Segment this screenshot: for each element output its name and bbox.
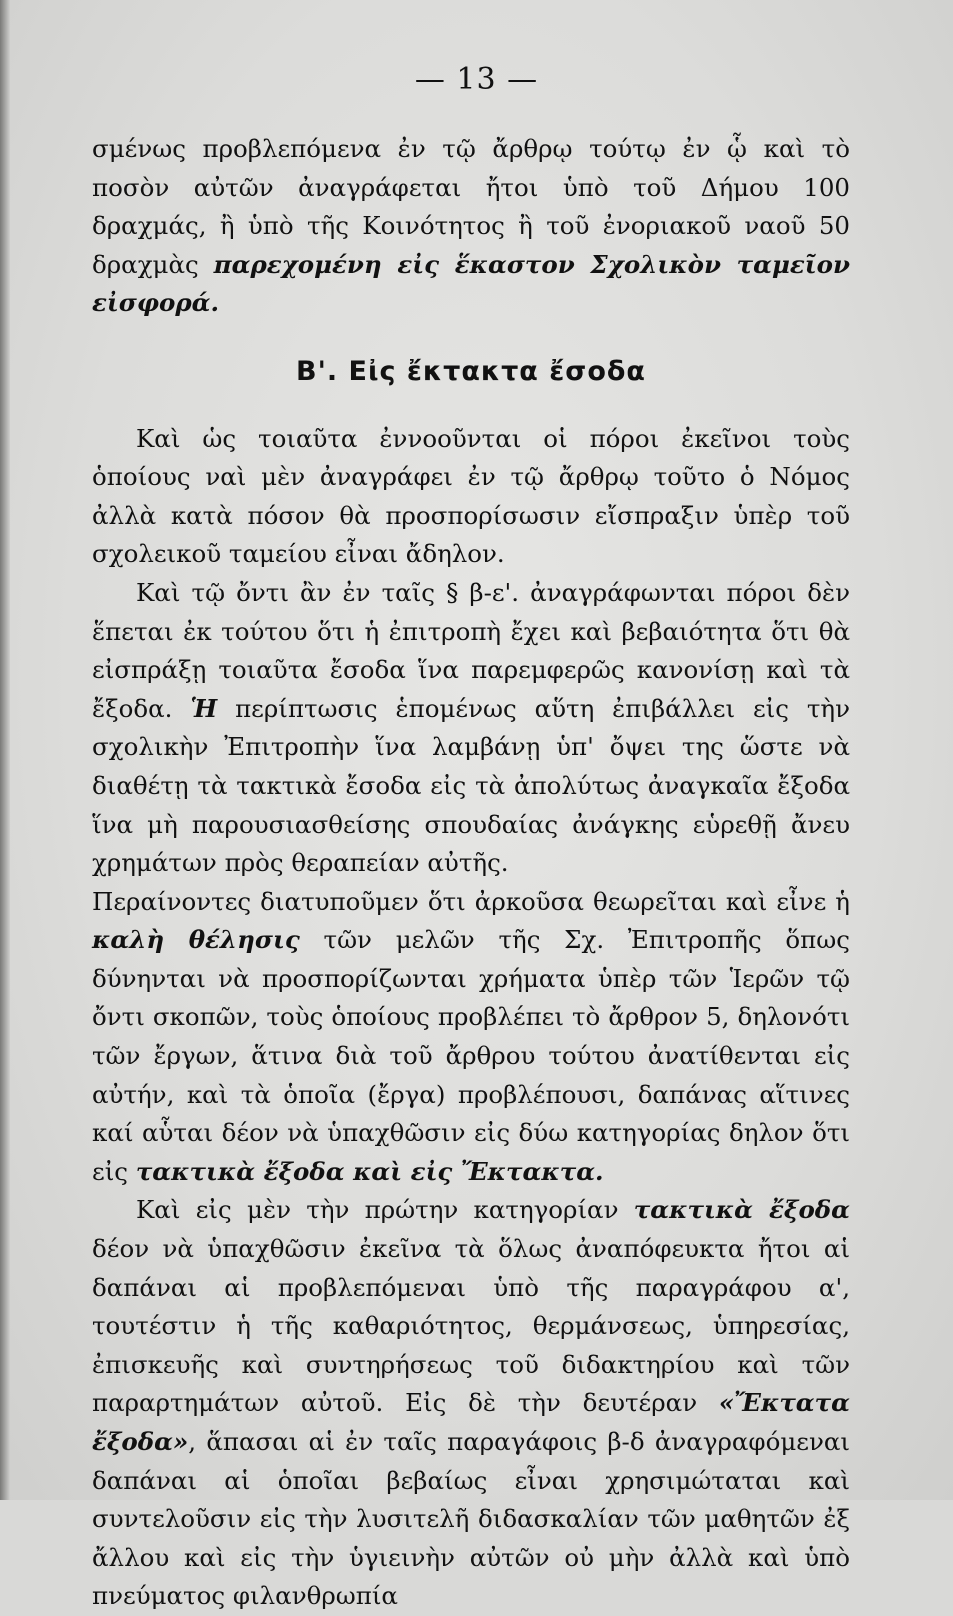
paragraph-3-text-a: Καὶ τῷ ὄντι ἂν ἐν ταῖς § β-ε'. ἀναγράφωνται πόροι δὲν ἕπεται ἐκ τούτου ὅτι ἡ ἐπιτροπὴ ἔχει καὶ βεβαιότητα ὅτι θὰ εἰσπράξῃ τοιαῦτα ἔσοδα ἵνα παρεμφερῶς κανονίσῃ καὶ τὰ ἔξοδα. bbox=[92, 577, 850, 723]
paragraph-5-emphasis-a: τακτικὰ ἔξοδα bbox=[633, 1195, 850, 1225]
page-edge-shadow bbox=[0, 0, 10, 1500]
paragraph-4-emphasis-a: καλὴ θέλησις bbox=[92, 925, 300, 955]
paragraph-5-text-a: Καὶ εἰς μὲν τὴν πρώτην κατηγορίαν bbox=[136, 1195, 634, 1225]
paragraph-3-text-b: περίπτωσις ἑπομένως αὕτη ἐπιβάλλει εἰς τὴν σχολικὴν Ἐπιτροπὴν ἵνα λαμβάνῃ ὑπ' ὄψει της ὥστε νὰ διαθέτῃ τὰ τακτικὰ ἔσοδα εἰς τὰ ἀπολύτως ἀναγκαῖα ἔξοδα ἵνα μὴ παρουσιασθείσης σπουδαίας ἀνάγκης εὑρεθῇ ἄνευ χρημάτων πρὸς θεραπείαν αὐτῆς. bbox=[92, 693, 850, 878]
paragraph-4-text-b: τῶν μελῶν τῆς Σχ. Ἐπιτροπῆς ὅπως δύνηνται νὰ προσπορίζωνται χρήματα ὑπὲρ τῶν Ἱερῶν τῷ ὄντι σκοπῶν, τοὺς ὁποίους προβλέπει τὸ ἄρθρον 5, δηλονότι τῶν ἔργων, ἅτινα διὰ τοῦ ἄρθρου τούτου ἀνατίθενται εἰς αὐτήν, καὶ τὰ ὁποῖα (ἔργα) προβλέπουσι, δαπάνας αἵτινες καί αὗται δέον νὰ ὑπαχθῶσιν εἰς δύω κατηγορίας δηλον ὅτι εἰς bbox=[92, 925, 850, 1186]
paragraph-4 bbox=[92, 883, 850, 1192]
paragraph-4-emphasis-b: τακτικὰ ἔξοδα καὶ εἰς Ἔκτακτα. bbox=[135, 1156, 604, 1186]
body-text bbox=[92, 130, 850, 1616]
section-heading: Β'. Εἰς ἔκτακτα ἔσοδα bbox=[296, 355, 646, 387]
paragraph-3 bbox=[92, 574, 850, 883]
paragraph-3-emphasis: Ἡ bbox=[190, 693, 218, 723]
paragraph-1 bbox=[92, 130, 850, 323]
paragraph-5-text-b: δέον νὰ ὑπαχθῶσιν ἐκεῖνα τὰ ὅλως ἀναπόφευκτα ἤτοι αἱ δαπάναι αἱ προβλεπόμεναι ὑπὸ τῆς παραγράφου α', τουτέστιν ἡ τῆς καθαριότητος, θερμάνσεως, ὑπηρεσίας, ἐπισκευῆς καὶ συντηρήσεως τοῦ διδακτηρίου καὶ τῶν παραρτημάτων αὐτοῦ. Εἰς δὲ τὴν δευτέραν bbox=[92, 1234, 850, 1418]
page-number: — 13 — bbox=[414, 62, 539, 97]
paragraph-5 bbox=[92, 1191, 850, 1616]
paragraph-5-text-c: , ἅπασαι αἱ ἐν ταῖς παραγάφοις β-δ ἀναγραφόμεναι δαπάναι αἱ ὁποῖαι βεβαίως εἶναι χρησιμώταται καὶ συντελοῦσιν εἰς τὴν λυσιτελῆ διδασκαλίαν τῶν μαθητῶν ἐξ ἄλλου καὶ εἰς τὴν ὑγιεινὴν αὐτῶν οὐ μὴν ἀλλὰ καὶ ὑπὸ πνεύματος φιλανθρωπία bbox=[92, 1427, 850, 1611]
paragraph-4-text-a: Περαίνοντες διατυποῦμεν ὅτι ἀρκοῦσα θεωρεῖται καὶ εἶνε ἡ bbox=[92, 886, 850, 916]
paragraph-5-emphasis-b: «Ἔκτατα ἔξοδα» bbox=[92, 1388, 850, 1456]
paragraph-1-emphasis: παρεχομένη εἰς ἕκαστον Σχολικὸν ταμεῖον εἰσφορά. bbox=[92, 249, 850, 318]
paragraph-1-text: σμένως προβλεπόμενα ἐν τῷ ἄρθρῳ τούτῳ ἐν ᾧ καὶ τὸ ποσὸν αὐτῶν ἀναγράφεται ἤτοι ὑπὸ τοῦ Δήμου 100 δραχμάς, ἢ ὑπὸ τῆς Κοινότητος ἢ τοῦ ἐνοριακοῦ ναοῦ 50 δραχμὰς bbox=[92, 134, 850, 279]
paragraph-2: Καὶ ὡς τοιαῦτα ἐννοοῦνται οἱ πόροι ἐκεῖνοι τοὺς ὁποίους ναὶ μὲν ἀναγράφει ἐν τῷ ἄρθρῳ τοῦτο ὁ Νόμος ἀλλὰ κατὰ πόσον θὰ προσπορίσωσιν εἴσπραξιν ὑπὲρ τοῦ σχολεικοῦ ταμείου εἶναι ἄδηλον. bbox=[92, 423, 850, 569]
